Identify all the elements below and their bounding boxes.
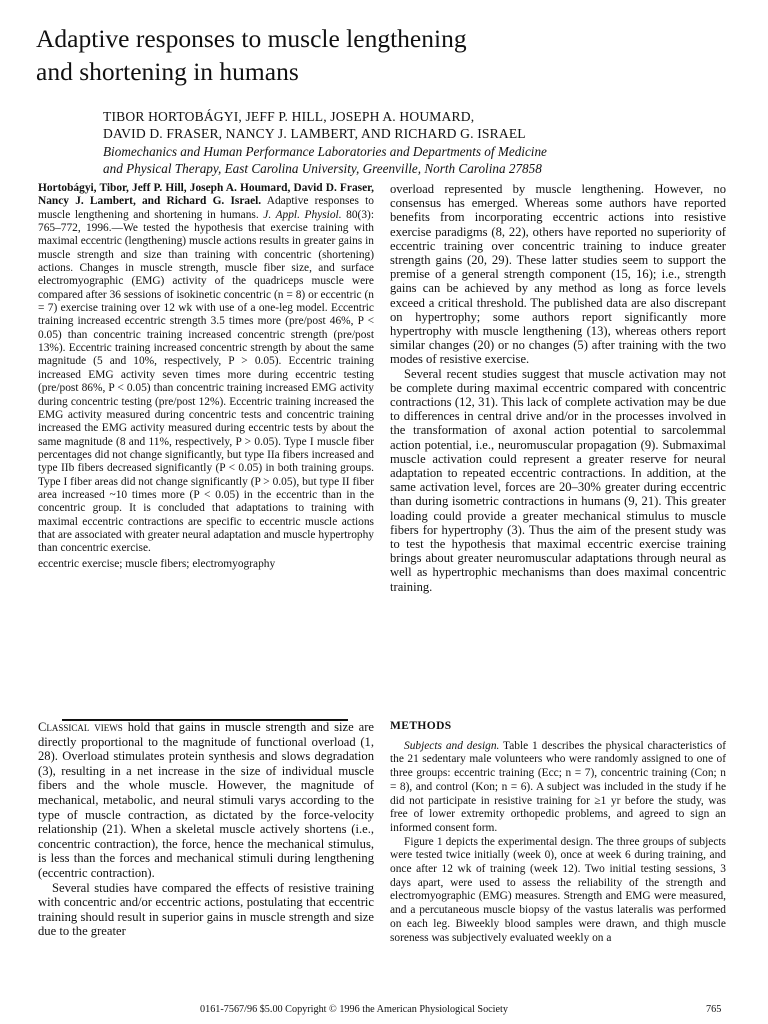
abstract-citation	[38, 182, 374, 556]
affiliation-line-1: Biomechanics and Human Performance Laboratories and Departments of Medicine	[103, 144, 547, 159]
introduction	[38, 720, 374, 939]
abstract-volume: 80(3): 765–772, 1996.—	[38, 208, 374, 235]
methods-p1-text: Table 1 describes the physical characteristics of the 21 sedentary male volunteers who were randomly assigned to one of three groups: eccentric training (Ecc; n = 7), concentric training (Con; n = 8), and control (Kon; n = 6). A subject was included in the study if he did not participate in resistive training for ≥1 yr before the study, was free of lower extremity orthopedic problems, and agreed to sign an informed consent form.	[390, 739, 727, 834]
abstract-body: We tested the hypothesis that exercise training with maximal eccentric (lengthening) muscle actions results in greater gains in muscle strength and size than training with concentric (shortening) actions. Changes in muscle strength, muscle fiber size, and surface electromyographic (EMG) activity of the quadriceps muscle were compared after 36 sessions of isokinetic concentric (n = 8) or eccentric (n = 7) exercise training over 12 wk with use of a one-leg model. Eccentric training increased eccentric strength 3.5 times more (pre/post 46%, P < 0.05) than concentric training increased concentric strength (pre/post 13%). Eccentric training increased concentric strength by about the same magnitude (5 and 10%, respectively, P > 0.05). Eccentric training increased EMG activity seven times more during eccentric testing (pre/post 86%, P < 0.05) than concentric training increased EMG activity during concentric testing (pre/post 12%). Eccentric training increased the EMG activity measured during concentric tests and concentric training increased the EMG activity measured during eccentric tests by about the same magnitude (8 and 11%, respectively, P > 0.05). Type I muscle fiber percentages did not change significantly, but type IIa fibers increased and type IIb fibers decreased significantly (P < 0.05) in both training groups. Type I fiber areas did not change significantly (P > 0.05), but type II fiber area increased ~10 times more (P < 0.05) in the eccentric than in the concentric group. It is concluded that adaptations to training with maximal eccentric contractions are specific to eccentric muscle actions that are associated with greater neural adaptation and muscle hypertrophy than concentric exercise.	[38, 222, 374, 555]
authors-line-1: TIBOR HORTOBÁGYI, JEFF P. HILL, JOSEPH A. HOUMARD,	[103, 109, 475, 124]
methods-paragraph-2: Figure 1 depicts the experimental design. The three groups of subjects were tested twice initially (week 0), once at week 6 during training, and once after 12 wk of training (week 12). Two initial testing sessions, 3 days apart, were used to assess the reliability of the strength and electromyographic (EMG) measures. Strength and EMG were measured, and a percutaneous muscle biopsy of the vastus lateralis was performed on each leg. Biweekly blood samples were drawn, and thigh muscle soreness was subjectively evaluated weekly on a	[390, 835, 726, 944]
right-paragraph-2: Several recent studies suggest that muscle activation may not be complete during maximal eccentric compared with concentric contractions (12, 31). This lack of complete activation may be due to differences in central drive and/or in the processes involved in the transformation of axonal action potential to sarcolemmal action potential, i.e., neuromuscular propagation (9). Submaximal muscle activation could represent a greater reserve for neural adaptation to repeated eccentric contractions. In addition, at the same activation level, forces are 20–30% greater during eccentric than during isometric contractions in humans (9, 21). This greater loading could provide a greater mechanical stimulus to muscle fibers for hypertrophy (3). Thus the aim of the present study was to test the hypothesis that maximal eccentric exercise training brings about greater neuromuscular adaptations through neural as well as hypertrophic mechanisms than does maximal concentric training.	[390, 366, 726, 594]
methods-paragraph-1	[390, 740, 726, 836]
title-line-1: Adaptive responses to muscle lengthening	[36, 24, 467, 53]
abstract-journal: J. Appl. Physiol.	[263, 208, 342, 221]
right-paragraph-1: overload represented by muscle lengthening. However, no consensus has emerged. Whereas some authors have reported benefits from incorporating eccentric actions into resistive exercise paradigms (8, 22), others have reported no superiority of eccentric training over concentric training to induce greater strength gains (20, 29). These latter studies seem to support the premise of a general strength component (15, 16); i.e., strength gains can be achieved by any method as long as force levels exceed a critical threshold. The published data are also discrepant on hypertrophy; some authors report significantly more hypertrophy with muscle lengthening (13), whereas others report similar changes (20) or no changes (5) after training with the two modes of resistive exercise.	[390, 182, 726, 367]
title-line-2: and shortening in humans	[36, 57, 299, 86]
page-number: 765	[706, 1004, 722, 1015]
intro-paragraph-1	[38, 720, 374, 881]
author-list	[103, 108, 743, 142]
intro-paragraph-2: Several studies have compared the effects of resistive training with concentric and/or eccentric actions, postulating that eccentric training should result in superior gains in muscle strength and size due to the greater	[38, 880, 374, 939]
intro-continued	[390, 182, 726, 594]
methods-heading: METHODS	[390, 720, 452, 732]
affiliation-line-2: and Physical Therapy, East Carolina University, Greenville, North Carolina 27858	[103, 160, 542, 176]
authors-line-2: DAVID D. FRASER, NANCY J. LAMBERT, AND RICHARD G. ISRAEL	[103, 126, 526, 141]
keywords: eccentric exercise; muscle fibers; electromyography	[38, 557, 276, 570]
methods-section	[390, 720, 726, 945]
affiliation	[103, 144, 743, 177]
abstract	[38, 182, 374, 571]
methods-runin-heading: Subjects and design.	[404, 739, 500, 752]
abstract-title: Adaptive responses to muscle lengthening and shortening in humans.	[38, 195, 374, 221]
intro-lead: Classical views	[38, 720, 123, 734]
copyright-line: 0161-7567/96 $5.00 Copyright © 1996 the American Physiological Society	[200, 1004, 508, 1015]
article-title	[36, 22, 716, 88]
intro-p1-text: hold that gains in muscle strength and size are directly proportional to the magnitude of functional overload (1, 28). Overload stimulates protein synthesis and slows degradation (3), resulting in a net increase in the size of individual muscle fibers and the whole muscle. However, the magnitude of mechanical, metabolic, and neural stimuli varys according to the type of muscle contraction, as dictated by the force-velocity relationship (21). When a skeletal muscle actively shortens (i.e., concentric contraction), the force, hence the mechanical stimulus, is less than the forces and mechanical stimuli during lengthening (eccentric contraction).	[38, 720, 374, 880]
abstract-authors: Hortobágyi, Tibor, Jeff P. Hill, Joseph A. Houmard, David D. Fraser, Nancy J. Lambert, and Richard G. Israel.	[38, 182, 374, 208]
